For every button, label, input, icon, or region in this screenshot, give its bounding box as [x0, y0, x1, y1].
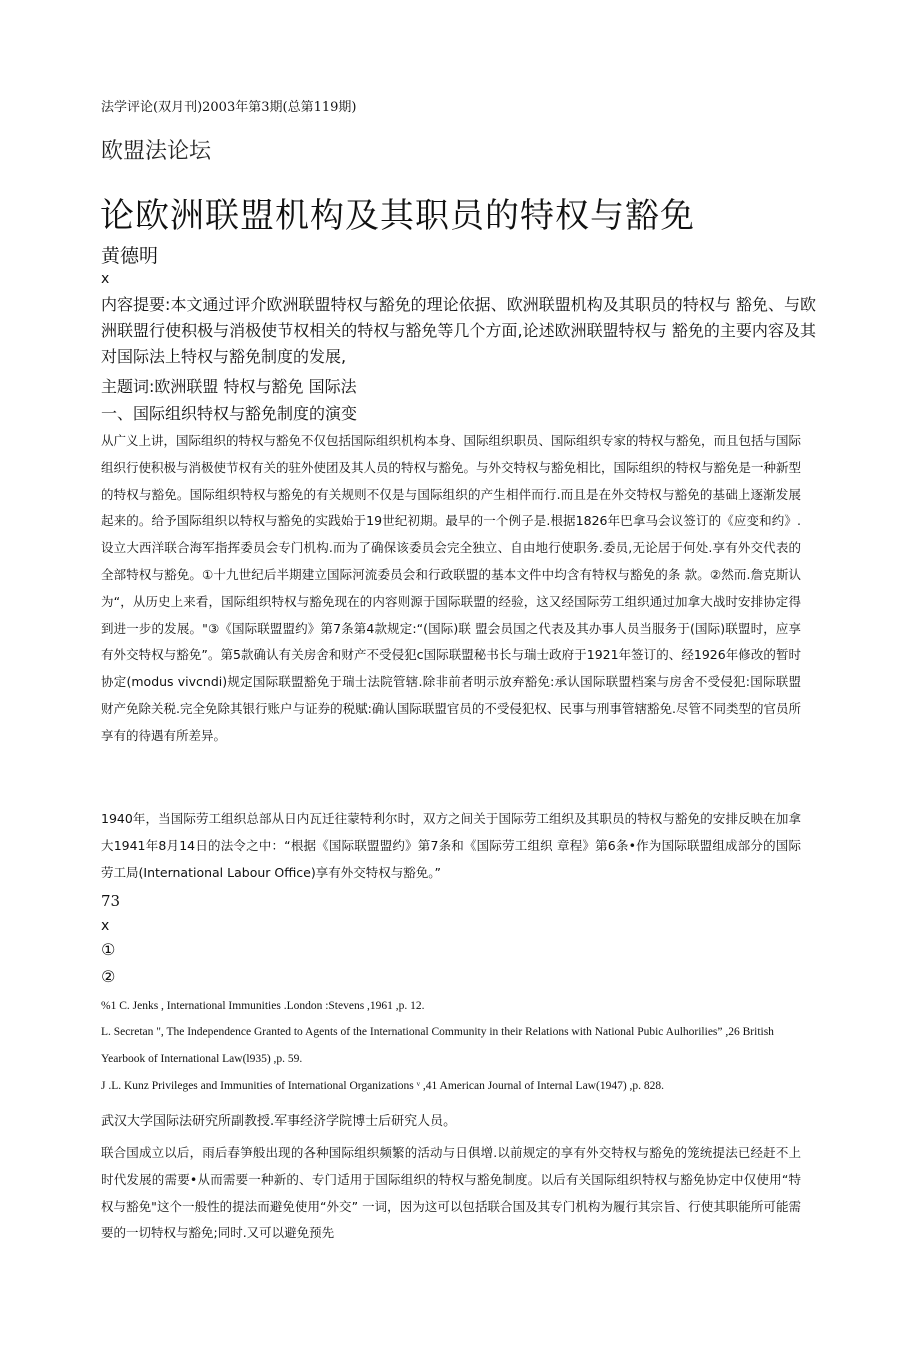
keywords: 主题词:欧洲联盟 特权与豁免 国际法: [101, 377, 357, 396]
body-paragraph-2: 1940年，当国际劳工组织总部从日内瓦迁往蒙特利尔时，双方之间关于国际劳工组织及其职员的特权与豁免的安排反映在加拿大1941年8月14日的法令之中：“根据《国际联盟盟约》第7条和《国际劳工组织 章程》第6条•作为国际联盟组成部分的国际劳工局(International Labour Office)享有外交特权与豁免。”: [101, 811, 801, 880]
footnote-marker-1: ①: [101, 940, 116, 959]
footnote-1: %1 C. Jenks , International Immunities .London :Stevens ,1961 ,p. 12.: [101, 1000, 425, 1012]
footnote-marker-2: ②: [101, 967, 116, 986]
footnote-2: L. Secretan ", The Independence Granted to Agents of the International Community in their Relations with National Pubic Aulhorilies” ,26 British Yearbook of International Law(l935) ,p. 59.: [101, 1026, 774, 1065]
abstract: 内容提要:本文通过评介欧洲联盟特权与豁免的理论依据、欧洲联盟机构及其职员的特权与 豁免、与欧洲联盟行使积极与消极使节权相关的特权与豁免等几个方面,论述欧洲联盟特权与 豁免的主要内容及其对国际法上特权与豁免制度的发展,: [101, 295, 816, 366]
footnote-3: J .L. Kunz Privileges and Immunities of International Organizations ᵛ ,41 American Journal of Internal Law(1947) ,p. 828.: [101, 1080, 665, 1092]
author-name: 黄德明: [101, 245, 159, 267]
author-affiliation: 武汉大学国际法研究所副教授.军事经济学院博士后研究人员。: [101, 1114, 457, 1129]
page-number: 73: [101, 892, 121, 910]
article-title: 论欧洲联盟机构及其职员的特权与豁免: [100, 196, 695, 236]
body-paragraph-3: 联合国成立以后，雨后春笋般出现的各种国际组织频繁的活动与日俱增.以前规定的享有外交特权与豁免的笼统提法已经赶不上时代发展的需要•从而需要一种新的、专门适用于国际组织的特权与豁免制度。以后有关国际组织特权与豁免协定中仅使用“特权与豁免"这个一般性的提法而避免使用“外交” 一词，因为这可以包括联合国及其专门机构为履行其宗旨、行使其职能所可能需要的一切特权与豁免;同时.又可以避免预先: [101, 1145, 801, 1241]
author-footnote-mark: x: [101, 271, 110, 287]
column-name: 欧盟法论坛: [101, 139, 212, 164]
journal-info: 法学评论(双月刊)2003年第3期(总第119期): [101, 100, 357, 115]
footnote-mark: x: [101, 918, 110, 934]
body-paragraph-1: 从广义上讲，国际组织的特权与豁免不仅包括国际组织机构本身、国际组织职员、国际组织专家的特权与豁免，而且包括与国际组织行使积极与消极使节权有关的驻外使团及其人员的特权与豁免。与外交特权与豁免相比，国际组织的特权与豁免是一种新型的特权与豁免。国际组织特权与豁免的有关规则不仅是与国际组织的产生相伴而行.而且是在外交特权与豁免的基础上逐渐发展起来的。给予国际组织以特权与豁免的实践始于19世纪初期。最早的一个例子是.根据1826年巴拿马会议签订的《应变和约》.设立大西洋联合海军指挥委员会专门机构.而为了确保该委员会完全独立、自由地行使职务.委员,无论居于何处.享有外交代表的全部特权与豁免。①十九世纪后半期建立国际河流委员会和行政联盟的基本文件中均含有特权与豁免的条 款。②然而.詹克斯认为“，从历史上来看，国际组织特权与豁免现在的内容则源于国际联盟的经验，这又经国际劳工组织通过加拿大战时安排协定得到进一步的发展。"③《国际联盟盟约》第7条第4款规定:“(国际)联 盟会员国之代表及其办事人员当服务于(国际)联盟时，应享有外交特权与豁免”。第5款确认有关房舍和财产不受侵犯c国际联盟秘书长与瑞士政府于1921年签订的、经1926年修改的暂时协定(modus vivcndi)规定国际联盟豁免于瑞士法院管辖.除非前者明示放弃豁免:承认国际联盟档案与房舍不受侵犯:国际联盟财产免除关税.完全免除其银行账户与证券的税赋:确认国际联盟官员的不受侵犯权、民事与刑事管辖豁免.尽管不同类型的官员所享有的待遇有所差异。: [101, 433, 802, 743]
section-heading: 一、国际组织特权与豁免制度的演变: [101, 404, 358, 423]
